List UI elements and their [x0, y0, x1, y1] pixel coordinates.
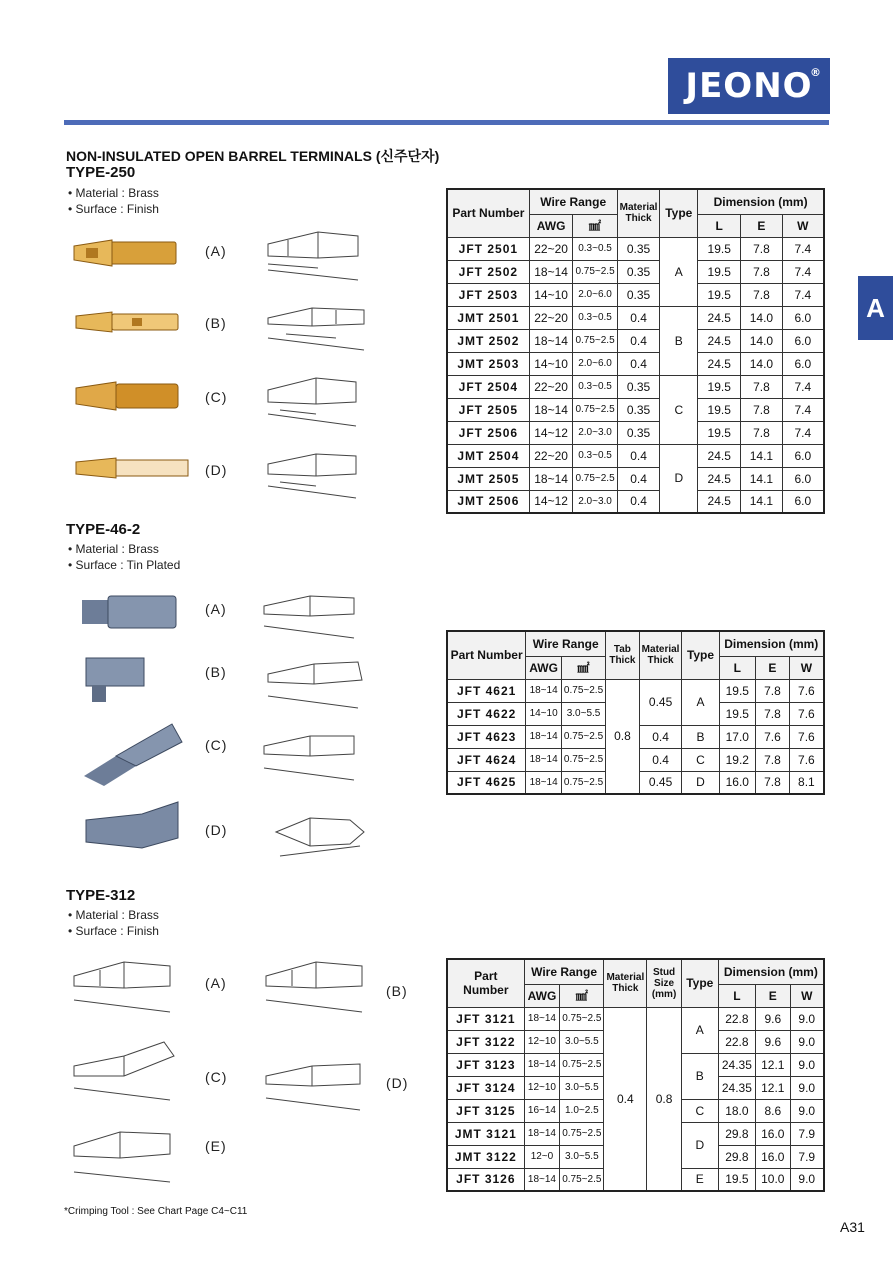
cell-awg: 22~20 — [529, 237, 573, 260]
header-divider — [64, 120, 829, 125]
cell-part-number: JFT 4622 — [447, 702, 526, 725]
terminal-photo-250-c — [72, 374, 182, 418]
cell-type: A — [681, 1007, 718, 1053]
th-e: E — [756, 656, 790, 679]
cell-w: 9.0 — [790, 1053, 824, 1076]
cell-e: 12.1 — [756, 1053, 790, 1076]
cell-w: 6.0 — [782, 490, 824, 513]
cell-awg: 18~14 — [529, 398, 573, 421]
page-number: A31 — [840, 1219, 865, 1235]
table-row — [447, 260, 824, 283]
cell-type: C — [681, 1099, 718, 1122]
cell-mm2: 3.0~5.5 — [560, 1030, 604, 1053]
cell-type: B — [660, 306, 698, 375]
cell-awg: 14~12 — [529, 421, 573, 444]
table-row — [447, 679, 824, 702]
cell-thick: 0.4 — [617, 467, 660, 490]
cell-thick: 0.4 — [617, 352, 660, 375]
th-wire-range: Wire Range — [526, 631, 606, 656]
brand-logo — [668, 58, 830, 114]
cell-type: D — [681, 1122, 718, 1168]
cell-type: A — [660, 237, 698, 306]
cell-w: 7.4 — [782, 398, 824, 421]
th-dimension: Dimension (mm) — [718, 959, 824, 984]
terminal-photo-46-b — [82, 654, 152, 704]
cell-part-number: JMT 3122 — [447, 1145, 524, 1168]
cell-l: 19.5 — [698, 421, 741, 444]
table-row — [447, 490, 824, 513]
cell-part-number: JFT 2502 — [447, 260, 529, 283]
th-stud-size: Stud Size (mm) — [647, 959, 682, 1007]
type312-label-c: (C) — [205, 1069, 228, 1085]
type46-label-a: (A) — [205, 601, 227, 617]
cell-mm2: 0.75~2.5 — [573, 467, 617, 490]
terminal-drawing-250-b — [256, 294, 372, 358]
cell-w: 7.6 — [789, 679, 824, 702]
terminal-photo-46-a — [80, 590, 180, 634]
cell-part-number: JFT 4623 — [447, 725, 526, 748]
cell-thick: 0.4 — [617, 306, 660, 329]
type312-heading: TYPE-312 — [66, 887, 136, 904]
cell-l: 24.5 — [698, 444, 741, 467]
cell-e: 7.8 — [756, 748, 790, 771]
cell-e: 7.8 — [741, 398, 782, 421]
th-e: E — [741, 214, 782, 237]
type250-label-a: (A) — [205, 243, 227, 259]
cell-stud-size: 0.8 — [647, 1007, 682, 1191]
table-row — [447, 467, 824, 490]
cell-thick: 0.4 — [617, 444, 660, 467]
cell-awg: 18~14 — [529, 329, 573, 352]
type250-label-b: (B) — [205, 315, 227, 331]
terminal-photo-250-b — [72, 304, 184, 340]
cell-part-number: JMT 2505 — [447, 467, 529, 490]
th-awg: AWG — [526, 656, 562, 679]
cell-part-number: JFT 3122 — [447, 1030, 524, 1053]
cell-e: 7.8 — [756, 702, 790, 725]
cell-material-thick: 0.4 — [604, 1007, 647, 1191]
cell-thick: 0.35 — [617, 260, 660, 283]
th-dimension: Dimension (mm) — [719, 631, 824, 656]
th-tab-thick: Tab Thick — [606, 631, 640, 679]
cell-w: 7.9 — [790, 1145, 824, 1168]
cell-w: 7.4 — [782, 375, 824, 398]
terminal-drawing-46-a — [254, 586, 366, 642]
th-dimension: Dimension (mm) — [698, 189, 824, 214]
cell-part-number: JFT 3124 — [447, 1076, 524, 1099]
cell-l: 19.2 — [719, 748, 755, 771]
cell-e: 12.1 — [756, 1076, 790, 1099]
table-row — [447, 398, 824, 421]
terminal-drawing-46-b — [258, 650, 370, 714]
cell-mm2: 0.75~2.5 — [561, 771, 605, 794]
cell-mm2: 0.3~0.5 — [573, 237, 617, 260]
cell-mm2: 0.75~2.5 — [560, 1007, 604, 1030]
cell-awg: 14~12 — [529, 490, 573, 513]
type312-spec-table — [446, 958, 825, 1192]
table-row — [447, 352, 824, 375]
cell-w: 9.0 — [790, 1168, 824, 1191]
cell-l: 22.8 — [718, 1007, 755, 1030]
cell-e: 14.1 — [741, 467, 782, 490]
type250-label-c: (C) — [205, 389, 228, 405]
th-mm2: ㎟ — [573, 214, 617, 237]
th-part-number: Part Number — [447, 959, 524, 1007]
terminal-drawing-250-d — [256, 442, 366, 506]
type250-material: • Material : Brass — [68, 186, 159, 200]
cell-e: 7.8 — [741, 375, 782, 398]
cell-thick: 0.35 — [617, 237, 660, 260]
cell-part-number: JFT 2503 — [447, 283, 529, 306]
table-row — [447, 375, 824, 398]
cell-e: 14.0 — [741, 306, 782, 329]
cell-awg: 18~14 — [529, 467, 573, 490]
cell-mm2: 2.0~6.0 — [573, 283, 617, 306]
cell-l: 19.5 — [719, 702, 755, 725]
cell-type: E — [681, 1168, 718, 1191]
cell-awg: 22~20 — [529, 306, 573, 329]
th-material-thick: Material Thick — [604, 959, 647, 1007]
cell-thick: 0.45 — [639, 771, 682, 794]
cell-l: 19.5 — [698, 375, 741, 398]
cell-mm2: 2.0~3.0 — [573, 490, 617, 513]
cell-l: 19.5 — [698, 237, 741, 260]
cell-e: 7.8 — [741, 237, 782, 260]
cell-awg: 18~14 — [524, 1007, 560, 1030]
cell-e: 8.6 — [756, 1099, 790, 1122]
type46-label-d: (D) — [205, 822, 228, 838]
cell-type: B — [682, 725, 719, 748]
th-l: L — [698, 214, 741, 237]
cell-l: 19.5 — [719, 679, 755, 702]
cell-awg: 18~14 — [526, 679, 562, 702]
cell-part-number: JFT 3126 — [447, 1168, 524, 1191]
cell-type: A — [682, 679, 719, 725]
cell-thick: 0.35 — [617, 375, 660, 398]
cell-part-number: JFT 3123 — [447, 1053, 524, 1076]
type250-spec-table — [446, 188, 825, 514]
logo-text: JEONO — [685, 66, 813, 106]
cell-part-number: JFT 2504 — [447, 375, 529, 398]
cell-mm2: 0.75~2.5 — [573, 398, 617, 421]
cell-part-number: JFT 4625 — [447, 771, 526, 794]
cell-mm2: 3.0~5.5 — [560, 1145, 604, 1168]
terminal-drawing-46-d — [270, 802, 370, 866]
cell-l: 24.5 — [698, 467, 741, 490]
cell-thick: 0.4 — [639, 748, 682, 771]
type312-label-e: (E) — [205, 1138, 227, 1154]
cell-mm2: 0.3~0.5 — [573, 306, 617, 329]
table-row — [447, 329, 824, 352]
cell-e: 14.0 — [741, 329, 782, 352]
cell-part-number: JMT 3121 — [447, 1122, 524, 1145]
cell-e: 14.0 — [741, 352, 782, 375]
th-w: W — [790, 984, 824, 1007]
cell-mm2: 1.0~2.5 — [560, 1099, 604, 1122]
cell-part-number: JMT 2506 — [447, 490, 529, 513]
cell-e: 9.6 — [756, 1007, 790, 1030]
cell-l: 29.8 — [718, 1122, 755, 1145]
cell-thick: 0.4 — [617, 329, 660, 352]
terminal-photo-250-a — [68, 228, 180, 278]
cell-w: 7.4 — [782, 237, 824, 260]
th-wire-range: Wire Range — [529, 189, 617, 214]
table-row — [447, 444, 824, 467]
cell-e: 7.6 — [756, 725, 790, 748]
cell-l: 19.5 — [698, 398, 741, 421]
cell-e: 14.1 — [741, 444, 782, 467]
cell-w: 6.0 — [782, 306, 824, 329]
cell-mm2: 0.3~0.5 — [573, 444, 617, 467]
th-type: Type — [681, 959, 718, 1007]
th-material-thick: Material Thick — [639, 631, 682, 679]
cell-mm2: 0.75~2.5 — [561, 725, 605, 748]
cell-l: 19.5 — [698, 283, 741, 306]
type312-label-b: (B) — [386, 983, 408, 999]
cell-type: C — [660, 375, 698, 444]
cell-l: 24.35 — [718, 1053, 755, 1076]
cell-type: D — [682, 771, 719, 794]
type250-label-d: (D) — [205, 462, 228, 478]
th-l: L — [718, 984, 755, 1007]
cell-mm2: 0.75~2.5 — [573, 329, 617, 352]
cell-thick: 0.35 — [617, 421, 660, 444]
cell-w: 9.0 — [790, 1030, 824, 1053]
cell-part-number: JFT 4621 — [447, 679, 526, 702]
cell-mm2: 3.0~5.5 — [561, 702, 605, 725]
type250-surface: • Surface : Finish — [68, 202, 159, 216]
cell-l: 24.35 — [718, 1076, 755, 1099]
cell-mm2: 0.75~2.5 — [560, 1053, 604, 1076]
cell-tab-thick: 0.8 — [606, 679, 640, 794]
table-row — [447, 306, 824, 329]
cell-thick: 0.35 — [617, 283, 660, 306]
cell-type: D — [660, 444, 698, 513]
cell-awg: 14~10 — [529, 283, 573, 306]
registered-mark: ® — [810, 66, 822, 79]
type312-surface: • Surface : Finish — [68, 924, 159, 938]
type46-surface: • Surface : Tin Plated — [68, 558, 181, 572]
section-tab[interactable]: A — [858, 276, 893, 340]
cell-e: 10.0 — [756, 1168, 790, 1191]
footnote: *Crimping Tool : See Chart Page C4~C11 — [64, 1206, 248, 1217]
cell-awg: 18~14 — [526, 725, 562, 748]
th-l: L — [719, 656, 755, 679]
cell-awg: 18~14 — [524, 1168, 560, 1191]
cell-thick: 0.35 — [617, 398, 660, 421]
cell-w: 9.0 — [790, 1076, 824, 1099]
cell-part-number: JFT 2501 — [447, 237, 529, 260]
cell-w: 9.0 — [790, 1007, 824, 1030]
cell-e: 7.8 — [741, 283, 782, 306]
cell-mm2: 0.75~2.5 — [560, 1122, 604, 1145]
cell-mm2: 2.0~3.0 — [573, 421, 617, 444]
terminal-drawing-250-c — [256, 368, 366, 432]
cell-e: 14.1 — [741, 490, 782, 513]
cell-e: 16.0 — [756, 1145, 790, 1168]
cell-part-number: JFT 4624 — [447, 748, 526, 771]
cell-mm2: 0.75~2.5 — [573, 260, 617, 283]
th-material-thick: Material Thick — [617, 189, 660, 237]
cell-awg: 18~14 — [526, 748, 562, 771]
cell-e: 7.8 — [756, 679, 790, 702]
page-title: NON-INSULATED OPEN BARREL TERMINALS (신주단자) — [66, 148, 440, 164]
cell-l: 16.0 — [719, 771, 755, 794]
cell-thick: 0.4 — [639, 725, 682, 748]
cell-part-number: JFT 3125 — [447, 1099, 524, 1122]
cell-w: 7.6 — [789, 748, 824, 771]
cell-l: 22.8 — [718, 1030, 755, 1053]
cell-mm2: 0.75~2.5 — [561, 679, 605, 702]
cell-thick: 0.45 — [639, 679, 682, 725]
terminal-drawing-312-a — [64, 952, 182, 1018]
th-part-number: Part Number — [447, 189, 529, 237]
cell-w: 6.0 — [782, 352, 824, 375]
cell-w: 9.0 — [790, 1099, 824, 1122]
cell-l: 17.0 — [719, 725, 755, 748]
cell-part-number: JMT 2504 — [447, 444, 529, 467]
terminal-drawing-312-e — [64, 1116, 182, 1192]
type250-heading: TYPE-250 — [66, 164, 136, 181]
type312-label-d: (D) — [386, 1075, 409, 1091]
terminal-drawing-312-b — [256, 952, 374, 1018]
cell-w: 7.6 — [789, 702, 824, 725]
cell-w: 7.9 — [790, 1122, 824, 1145]
cell-mm2: 0.3~0.5 — [573, 375, 617, 398]
table-row — [447, 283, 824, 306]
cell-l: 24.5 — [698, 352, 741, 375]
cell-awg: 18~14 — [524, 1053, 560, 1076]
th-awg: AWG — [529, 214, 573, 237]
cell-mm2: 0.75~2.5 — [561, 748, 605, 771]
cell-awg: 18~14 — [524, 1122, 560, 1145]
cell-w: 7.4 — [782, 260, 824, 283]
type46-label-c: (C) — [205, 737, 228, 753]
th-type: Type — [660, 189, 698, 237]
type46-spec-table — [446, 630, 825, 795]
cell-e: 16.0 — [756, 1122, 790, 1145]
cell-l: 19.5 — [718, 1168, 755, 1191]
type46-material: • Material : Brass — [68, 542, 159, 556]
cell-w: 8.1 — [789, 771, 824, 794]
terminal-photo-250-d — [72, 452, 192, 484]
cell-awg: 22~20 — [529, 444, 573, 467]
table-row — [447, 1007, 824, 1030]
cell-awg: 18~14 — [529, 260, 573, 283]
cell-part-number: JMT 2501 — [447, 306, 529, 329]
cell-type: B — [681, 1053, 718, 1099]
type312-material: • Material : Brass — [68, 908, 159, 922]
cell-e: 9.6 — [756, 1030, 790, 1053]
cell-awg: 12~0 — [524, 1145, 560, 1168]
cell-type: C — [682, 748, 719, 771]
terminal-drawing-312-d — [256, 1052, 374, 1118]
terminal-photo-46-c — [76, 716, 186, 788]
cell-awg: 18~14 — [526, 771, 562, 794]
cell-w: 6.0 — [782, 467, 824, 490]
cell-l: 24.5 — [698, 490, 741, 513]
cell-w: 7.4 — [782, 283, 824, 306]
th-wire-range: Wire Range — [524, 959, 604, 984]
cell-awg: 22~20 — [529, 375, 573, 398]
table-row — [447, 421, 824, 444]
cell-w: 6.0 — [782, 444, 824, 467]
type46-label-b: (B) — [205, 664, 227, 680]
cell-part-number: JFT 3121 — [447, 1007, 524, 1030]
th-mm2: ㎟ — [561, 656, 605, 679]
type46-heading: TYPE-46-2 — [66, 521, 141, 538]
terminal-drawing-250-a — [258, 222, 370, 286]
table-row — [447, 237, 824, 260]
cell-awg: 14~10 — [529, 352, 573, 375]
th-e: E — [756, 984, 790, 1007]
cell-l: 24.5 — [698, 306, 741, 329]
cell-l: 18.0 — [718, 1099, 755, 1122]
type312-label-a: (A) — [205, 975, 227, 991]
cell-thick: 0.4 — [617, 490, 660, 513]
terminal-drawing-312-c — [64, 1036, 182, 1106]
cell-mm2: 0.75~2.5 — [560, 1168, 604, 1191]
cell-e: 7.8 — [756, 771, 790, 794]
cell-l: 29.8 — [718, 1145, 755, 1168]
terminal-photo-46-d — [82, 798, 182, 858]
cell-l: 24.5 — [698, 329, 741, 352]
th-type: Type — [682, 631, 719, 679]
cell-part-number: JFT 2505 — [447, 398, 529, 421]
cell-w: 7.4 — [782, 421, 824, 444]
th-part-number: Part Number — [447, 631, 526, 679]
cell-awg: 12~10 — [524, 1030, 560, 1053]
th-mm2: ㎟ — [560, 984, 604, 1007]
th-awg: AWG — [524, 984, 560, 1007]
cell-mm2: 2.0~6.0 — [573, 352, 617, 375]
cell-awg: 14~10 — [526, 702, 562, 725]
cell-l: 19.5 — [698, 260, 741, 283]
th-w: W — [782, 214, 824, 237]
cell-e: 7.8 — [741, 260, 782, 283]
th-w: W — [789, 656, 824, 679]
cell-part-number: JMT 2503 — [447, 352, 529, 375]
cell-awg: 12~10 — [524, 1076, 560, 1099]
cell-w: 6.0 — [782, 329, 824, 352]
cell-mm2: 3.0~5.5 — [560, 1076, 604, 1099]
cell-e: 7.8 — [741, 421, 782, 444]
cell-w: 7.6 — [789, 725, 824, 748]
cell-part-number: JMT 2502 — [447, 329, 529, 352]
cell-awg: 16~14 — [524, 1099, 560, 1122]
cell-part-number: JFT 2506 — [447, 421, 529, 444]
terminal-drawing-46-c — [254, 722, 366, 786]
